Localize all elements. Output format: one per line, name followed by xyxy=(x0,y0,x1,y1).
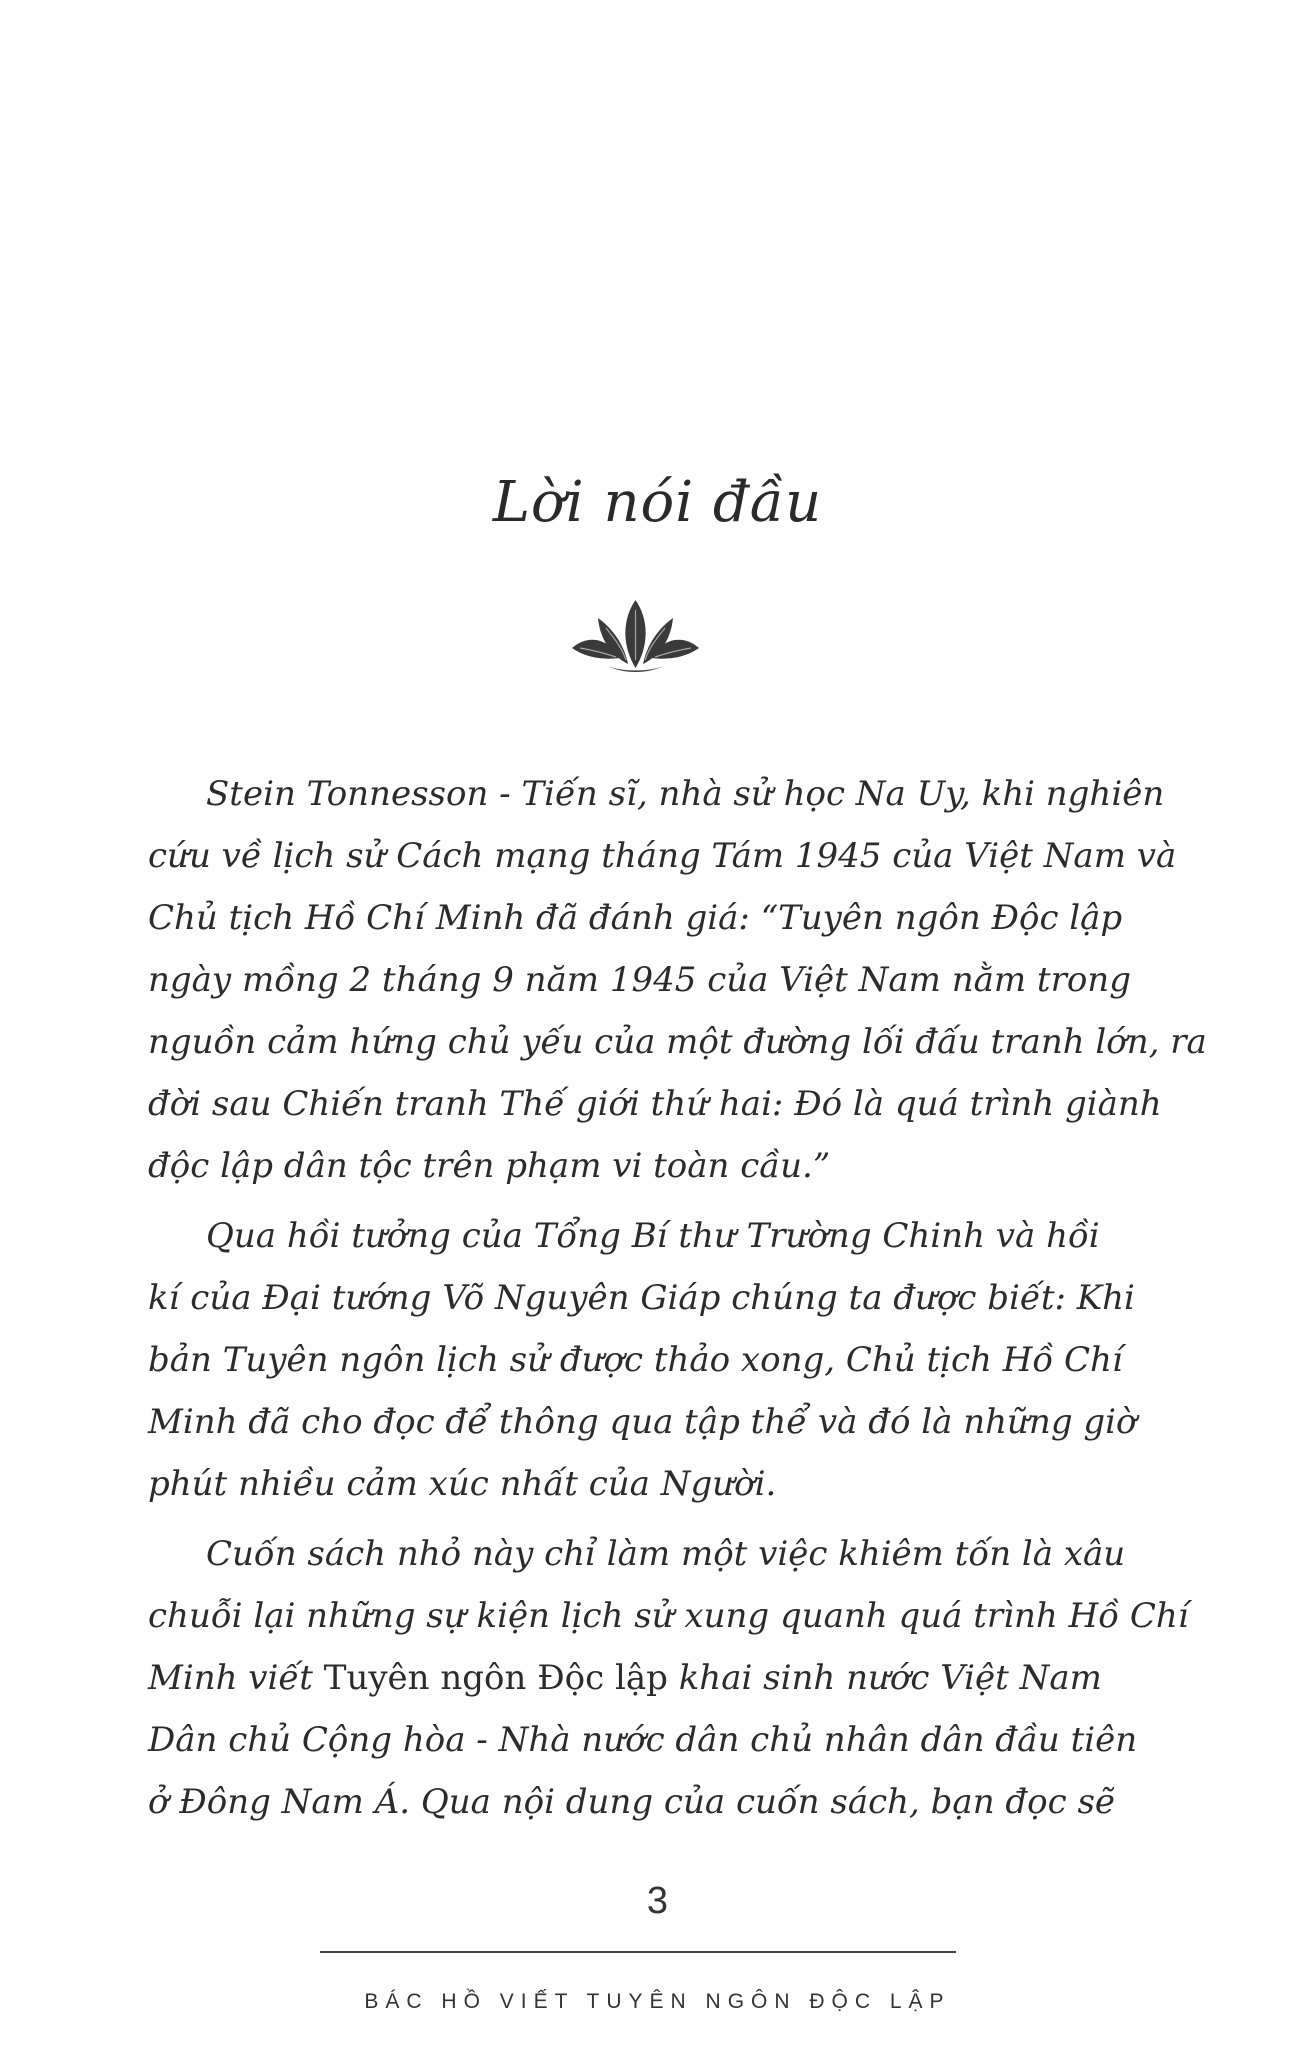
text-line: ngày mồng 2 tháng 9 năm 1945 của Việt Nam nằm trong xyxy=(148,960,1131,1000)
text-line: độc lập dân tộc trên phạm vi toàn cầu.” xyxy=(148,1146,831,1186)
text-line: bản Tuyên ngôn lịch sử được thảo xong, Chủ tịch Hồ Chí xyxy=(148,1340,1123,1380)
body-text xyxy=(148,763,1207,1833)
text-line: ở Đông Nam Á. Qua nội dung của cuốn sách, bạn đọc sẽ xyxy=(148,1782,1116,1822)
book-title-reference: Tuyên ngôn Độc lập xyxy=(323,1658,668,1698)
text-line: Chủ tịch Hồ Chí Minh đã đánh giá: “Tuyên ngôn Độc lập xyxy=(148,898,1123,938)
page-number: 3 xyxy=(646,1880,669,1922)
text-line: Minh đã cho đọc để thông qua tập thể và đó là những giờ xyxy=(148,1402,1137,1442)
paragraph-spacer xyxy=(148,1197,1128,1205)
text-line: đời sau Chiến tranh Thế giới thứ hai: Đó là quá trình giành xyxy=(148,1084,1162,1124)
paragraph-3 xyxy=(148,1523,1189,1833)
lotus-ornament-icon xyxy=(568,598,703,678)
text-line: Dân chủ Cộng hòa - Nhà nước dân chủ nhân dân đầu tiên xyxy=(148,1720,1138,1760)
page-title: Lời nói đầu xyxy=(492,470,823,535)
paragraph-spacer xyxy=(148,1515,1128,1523)
text-line: Qua hồi tưởng của Tổng Bí thư Trường Chinh và hồi xyxy=(206,1216,1100,1256)
paragraph-2 xyxy=(148,1205,1137,1515)
text-line: phút nhiều cảm xúc nhất của Người. xyxy=(148,1464,777,1504)
text-fragment: Minh viết xyxy=(148,1658,324,1698)
footer-divider xyxy=(320,1951,956,1953)
text-line: Stein Tonnesson - Tiến sĩ, nhà sử học Na Uy, khi nghiên xyxy=(206,774,1165,814)
text-line-mixed xyxy=(148,1647,1128,1709)
text-line: nguồn cảm hứng chủ yếu của một đường lối đấu tranh lớn, ra xyxy=(148,1022,1207,1062)
text-line: Cuốn sách nhỏ này chỉ làm một việc khiêm tốn là xâu xyxy=(206,1534,1126,1574)
text-line: kí của Đại tướng Võ Nguyên Giáp chúng ta được biết: Khi xyxy=(148,1278,1135,1318)
text-line: cứu về lịch sử Cách mạng tháng Tám 1945 của Việt Nam và xyxy=(148,836,1177,876)
paragraph-1 xyxy=(148,763,1207,1197)
text-line: chuỗi lại những sự kiện lịch sử xung quanh quá trình Hồ Chí xyxy=(148,1596,1189,1636)
text-fragment: khai sinh nước Việt Nam xyxy=(667,1658,1102,1698)
running-footer-title: BÁC HỒ VIẾT TUYÊN NGÔN ĐỘC LẬP xyxy=(364,1990,951,2013)
